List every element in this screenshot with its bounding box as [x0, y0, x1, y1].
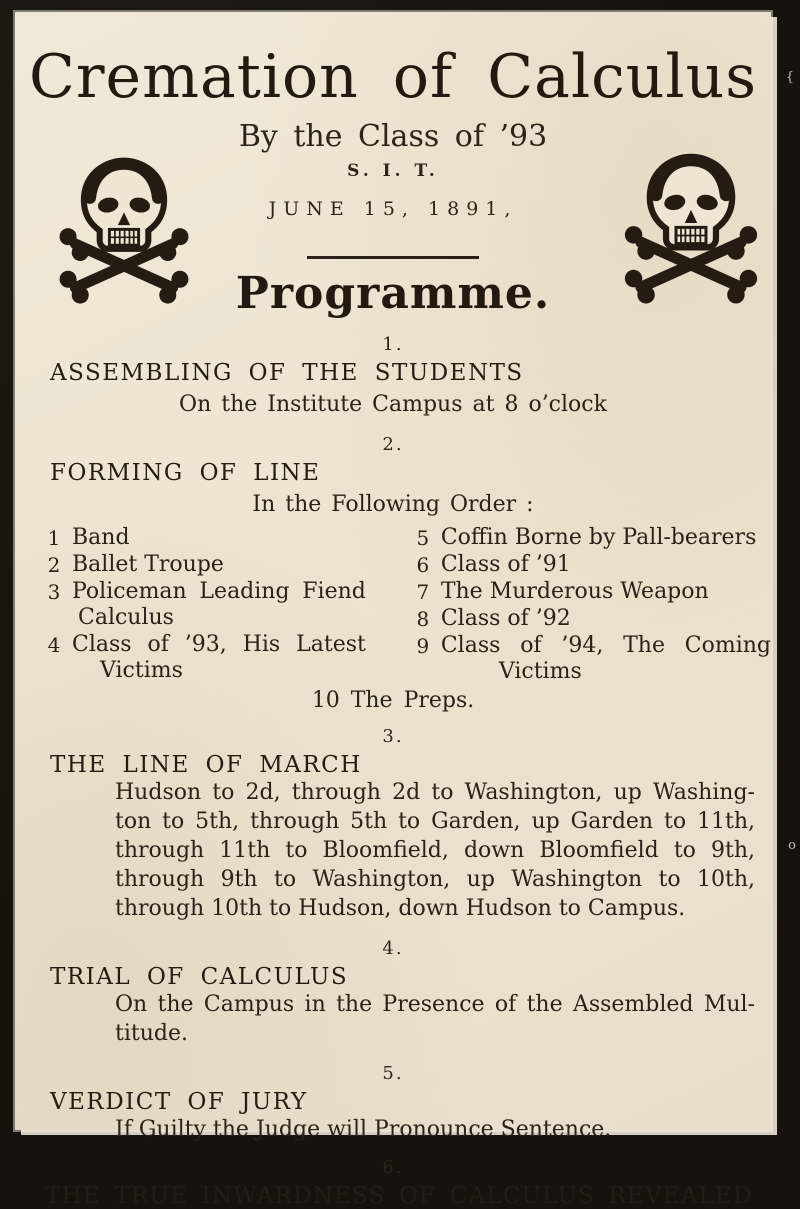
page-title: Cremation of Calculus: [28, 42, 758, 112]
detail-line: On the Campus in the Presence of the Assembled Mul-: [115, 992, 755, 1017]
programme-heading: Programme.: [235, 268, 551, 319]
margin-mark: o: [788, 838, 796, 853]
section-number: 3.: [382, 726, 404, 747]
list-item: [414, 606, 771, 632]
section-heading: VERDICT OF JURY: [50, 1089, 308, 1115]
list-item: [414, 525, 771, 551]
item-text: Class of ’91: [440, 552, 571, 577]
item-text: Coffin Borne by Pall-bearers: [440, 525, 757, 550]
section-number: 5.: [382, 1063, 404, 1084]
section-detail: [115, 990, 755, 1048]
order-column-left: [45, 524, 366, 685]
subtitle: By the Class of ’93: [238, 119, 548, 154]
list-item: [45, 525, 366, 551]
item-number: 4: [47, 633, 61, 657]
list-item: [45, 552, 366, 578]
item-text: Class of ’93, His Latest Victims: [72, 632, 366, 683]
list-item: [414, 579, 771, 605]
march-line: through 9th to Washington, up Washington to 10th,: [115, 867, 755, 892]
item-text: Band: [72, 525, 130, 550]
skull-crossbones-left-icon: [43, 154, 205, 306]
item-number: 9: [416, 634, 430, 658]
march-line: Hudson to 2d, through 2d to Washington, up Washing-: [115, 780, 755, 805]
section-number: 2.: [382, 434, 404, 455]
section-heading: THE LINE OF MARCH: [50, 752, 362, 778]
section-detail: In the Following Order :: [252, 492, 534, 517]
list-item: [45, 632, 366, 684]
march-route-paragraph: [115, 778, 755, 923]
section-detail: On the Institute Campus at 8 o’clock: [179, 392, 607, 417]
march-line: through 11th to Bloomfield, down Bloomfield to 9th,: [115, 838, 755, 863]
item-number: 5: [416, 526, 430, 550]
section-heading: THE TRUE INWARDNESS OF CALCULUS REVEALED: [45, 1183, 753, 1209]
divider-rule: [307, 256, 479, 259]
item-text: Class of ’94, The Coming Victims: [440, 633, 771, 684]
margin-mark: {: [785, 70, 794, 85]
skull-crossbones-right-icon: [607, 150, 775, 306]
parade-order-list: [45, 524, 771, 685]
section-heading: TRIAL OF CALCULUS: [50, 964, 349, 990]
item-number: 1: [47, 526, 61, 550]
march-line: ton to 5th, through 5th to Garden, up Garden to 11th,: [115, 809, 755, 834]
section-number: 6.: [382, 1157, 404, 1178]
item-number: 3: [47, 580, 61, 604]
item-text: Policeman Leading Fiend Calculus: [72, 579, 366, 630]
list-item: [45, 579, 366, 631]
item-number: 6: [416, 553, 430, 577]
list-item: 10 The Preps.: [311, 688, 475, 713]
item-text: Ballet Troupe: [72, 552, 224, 577]
list-item: [414, 633, 771, 685]
institution-initials: S. I. T.: [347, 161, 439, 181]
item-text: The Murderous Weapon: [440, 579, 709, 604]
event-date: JUNE 15, 1891,: [268, 198, 518, 220]
list-item: [414, 552, 771, 578]
march-line: through 10th to Hudson, down Hudson to Campus.: [115, 896, 686, 921]
programme-page: [15, 12, 771, 1209]
order-column-right: [414, 524, 771, 685]
section-number: 1.: [382, 334, 404, 355]
section-number: 4.: [382, 938, 404, 959]
detail-line: titude.: [115, 1021, 188, 1046]
item-number: 2: [47, 553, 61, 577]
item-number: 8: [416, 607, 430, 631]
section-heading: ASSEMBLING OF THE STUDENTS: [50, 360, 524, 386]
item-number: 7: [416, 580, 430, 604]
item-text: Class of ’92: [440, 606, 571, 631]
section-heading: FORMING OF LINE: [50, 460, 321, 486]
section-detail: If Guilty the Judge will Pronounce Sentence.: [115, 1117, 612, 1142]
